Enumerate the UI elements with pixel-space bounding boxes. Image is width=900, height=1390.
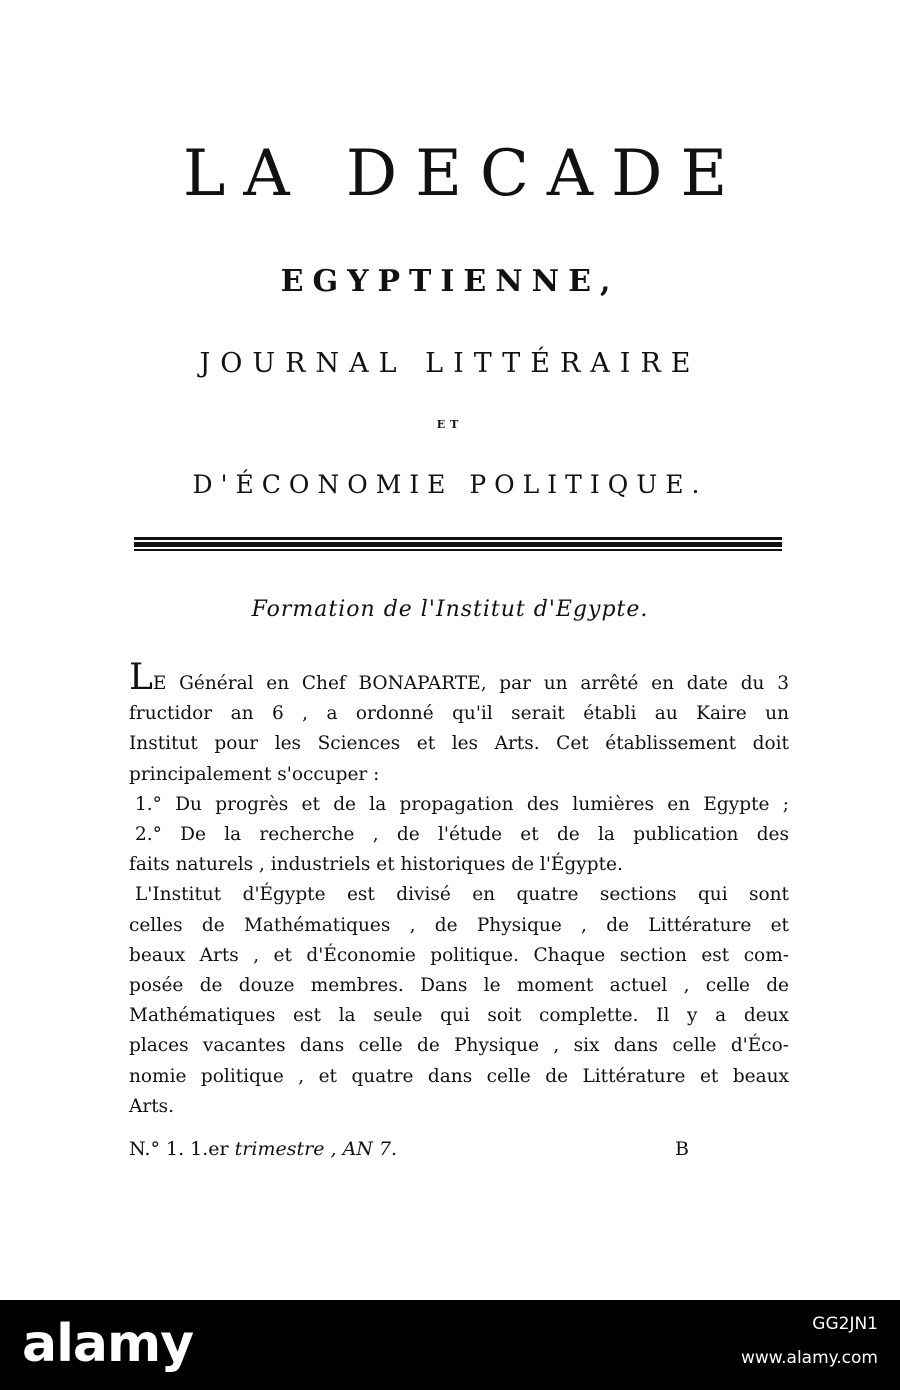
body-line: nomie politique , et quatre dans celle de Littérature et beaux [129, 1065, 789, 1087]
body-line: Institut pour les Sciences et les Arts. Cet établissement doit [129, 733, 789, 755]
issue-year: AN 7. [342, 1138, 398, 1160]
masthead-conjunction: ET [436, 418, 464, 431]
body-line: 1.° Du progrès et de la propagation des lumières en Egypte ; [135, 793, 789, 815]
alamy-logo: alamy [22, 1314, 194, 1374]
stock-url: www.alamy.com [740, 1348, 878, 1368]
stock-id: GG2JN1 [812, 1314, 878, 1334]
body-line: beaux Arts , et d'Économie politique. Chaque section est com- [129, 944, 789, 966]
body-line: celles de Mathématiques , de Physique , de Littérature et [129, 914, 789, 936]
section-heading: Formation de l'Institut d'Egypte. [251, 597, 649, 622]
body-line: Mathématiques est la seule qui soit complette. Il y a deux [129, 1005, 789, 1027]
issue-number: N.° 1. 1.er [129, 1138, 229, 1160]
body-line: 2.° De la recherche , de l'étude et de la publication des [135, 824, 789, 846]
masthead-journal-line: JOURNAL LITTÉRAIRE [199, 348, 701, 379]
divider-rule-top [134, 537, 782, 540]
body-line: fructidor an 6 , a ordonné qu'il serait établi au Kaire un [129, 703, 789, 725]
body-line: L'Institut d'Égypte est divisé en quatre sections qui sont [135, 884, 789, 906]
divider-rule-bottom [134, 549, 782, 551]
body-line: places vacantes dans celle de Physique , six dans celle d'Éco- [129, 1035, 789, 1057]
masthead-title: LA DECADE [182, 137, 746, 211]
article-body [129, 657, 789, 1122]
divider-rule-middle [134, 542, 782, 547]
body-line: Arts. [129, 1095, 175, 1117]
drop-cap: L [129, 657, 153, 698]
watermark-banner [0, 1300, 900, 1390]
issue-trimestre: trimestre , [234, 1138, 337, 1160]
body-line: faits naturels , industriels et historiques de l'Égypte. [129, 854, 623, 876]
masthead-subtitle: EGYPTIENNE, [280, 264, 620, 299]
body-line: principalement s'occuper : [129, 763, 380, 785]
masthead-economy-line: D'ÉCONOMIE POLITIQUE. [192, 470, 708, 499]
signature-mark: B [675, 1138, 689, 1160]
page-footer [129, 1134, 689, 1164]
body-line: posée de douze membres. Dans le moment actuel , celle de [129, 975, 789, 997]
body-line: LE Général en Chef BONAPARTE, par un arrêté en date du 3 [129, 657, 789, 698]
